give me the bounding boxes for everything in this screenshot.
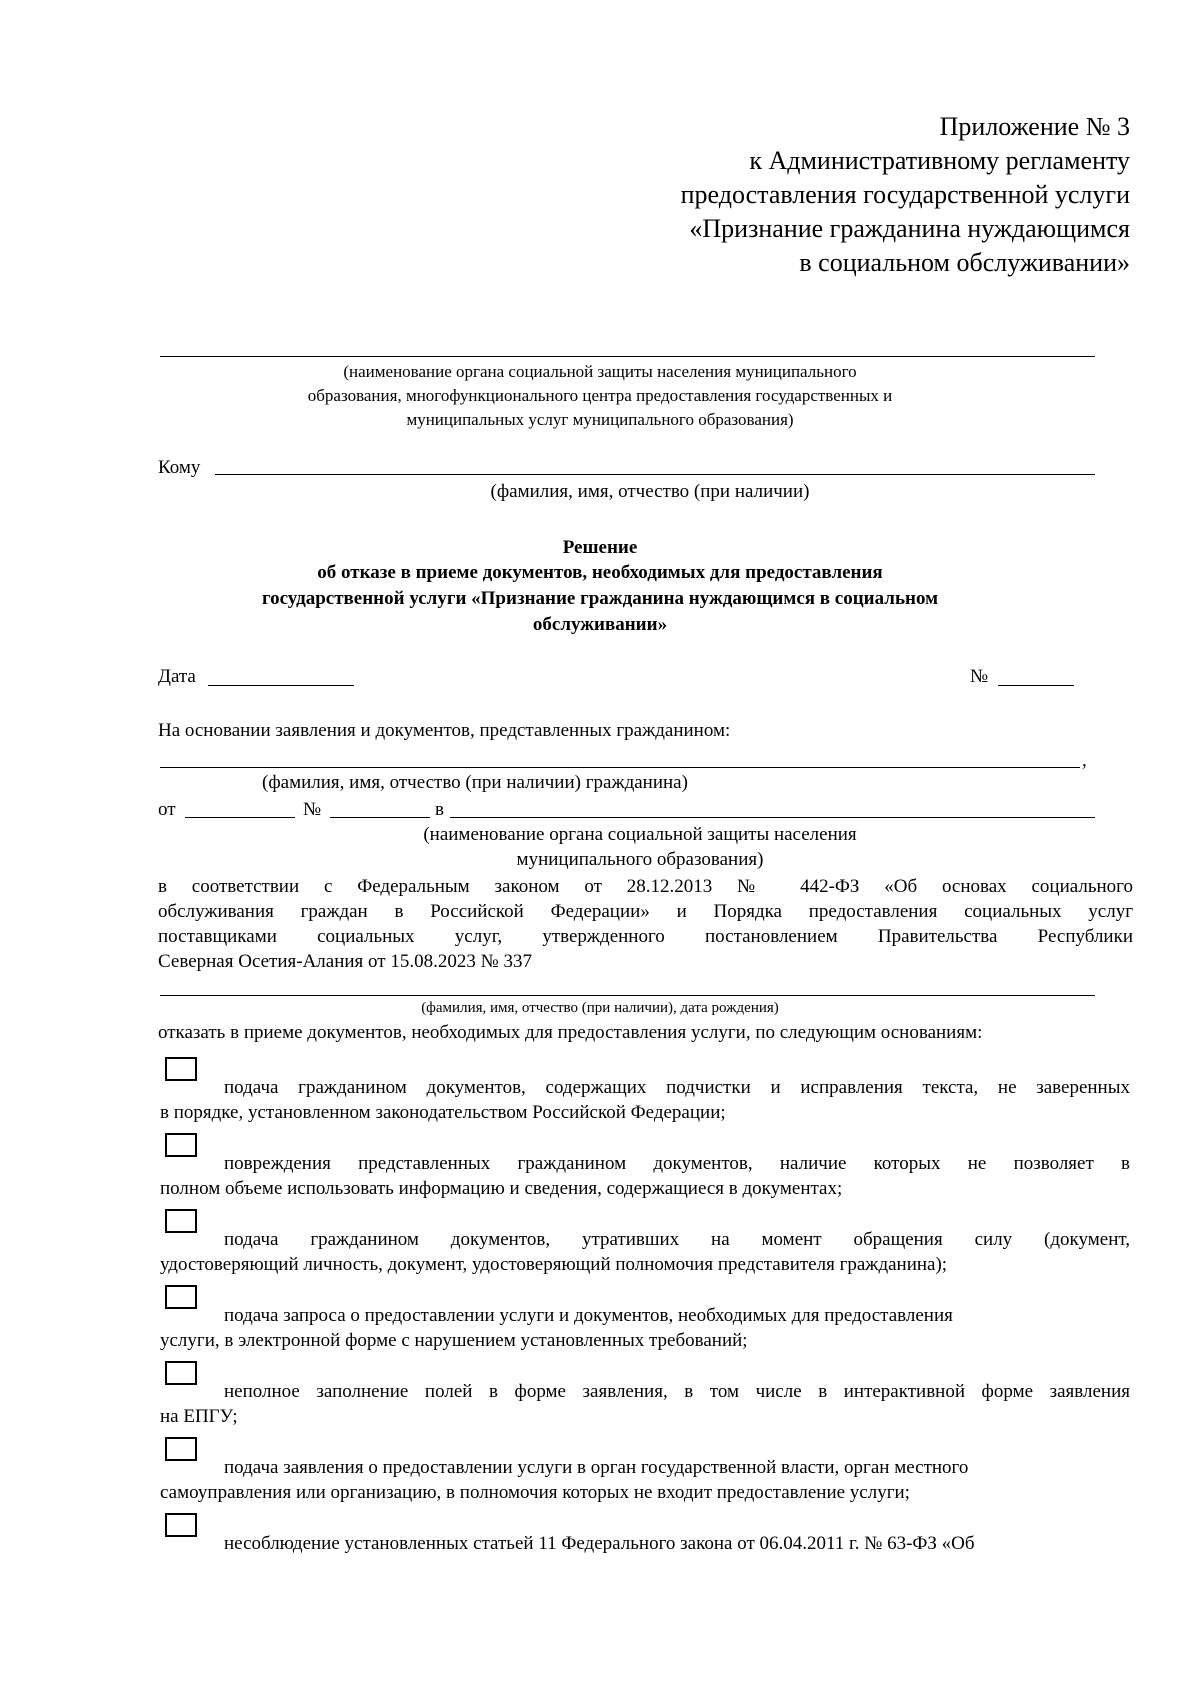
in-label: в — [435, 799, 444, 820]
recipient-caption: (фамилия, имя, отчество (при наличии) — [490, 481, 810, 502]
org-caption-3: муниципальных услуг муниципального образования) — [406, 410, 794, 429]
ground-5-line-1: неполное заполнение полей в форме заявления, в том числе в интерактивной форме заявления — [224, 1381, 1130, 1402]
ground-3-line-2: удостоверяющий личность, документ, удостоверяющий полномочия представителя гражданина); — [160, 1254, 948, 1275]
ground-3-line-1: подача гражданином документов, утративших на момент обращения силу (документ, — [224, 1229, 1130, 1250]
appendix-service-name-end: в социальном обслуживании» — [799, 248, 1130, 277]
agency-caption-1: (наименование органа социальной защиты населения — [423, 824, 857, 845]
ground-2-line-1: повреждения представленных гражданином документов, наличие которых не позволяет в — [224, 1153, 1130, 1174]
ground-item-4 — [160, 1303, 1130, 1353]
ground-7-line-1: несоблюдение установленных статьей 11 Федерального закона от 06.04.2011 г. № 63-ФЗ «Об — [224, 1533, 975, 1554]
app-number-field[interactable] — [330, 817, 430, 818]
law-text-4: Северная Осетия-Алания от 15.08.2023 № 337 — [158, 951, 532, 972]
ground-item-6 — [160, 1455, 1130, 1505]
appendix-reference: к Административному регламенту — [749, 146, 1130, 175]
law-text-2: обслуживания граждан в Российской Федерации» и Порядка предоставления социальных услуг — [158, 901, 1133, 922]
citizen-name-field[interactable] — [160, 767, 1080, 768]
document-subtitle-2: государственной услуги «Признание гражданина нуждающимся в социальном — [261, 588, 939, 609]
person-caption: (фамилия, имя, отчество (при наличии), дата рождения) — [421, 1000, 779, 1016]
agency-caption-2: муниципального образования) — [516, 849, 764, 870]
ground-item-5 — [160, 1379, 1130, 1429]
date-label: Дата — [158, 666, 196, 687]
appendix-service: предоставления государственной услуги — [680, 180, 1130, 209]
date-field[interactable] — [208, 685, 354, 686]
org-caption-1: (наименование органа социальной защиты населения муниципального — [343, 362, 857, 381]
document-subtitle-1: об отказе в приеме документов, необходимых для предоставления — [317, 562, 883, 583]
law-text-1: в соответствии с Федеральным законом от 28.12.2013 № 442-ФЗ «Об основах социального — [158, 876, 1133, 897]
app-number-label: № — [303, 799, 322, 820]
appendix-number: Приложение № 3 — [939, 112, 1130, 141]
number-label: № — [970, 666, 989, 687]
agency-field[interactable] — [450, 817, 1095, 818]
ground-4-line-1: подача запроса о предоставлении услуги и документов, необходимых для предоставления — [224, 1305, 953, 1326]
from-label: от — [158, 799, 176, 820]
ground-4-line-2: услуги, в электронной форме с нарушением установленных требований; — [160, 1330, 748, 1351]
ground-5-line-2: на ЕПГУ; — [160, 1406, 238, 1427]
refuse-text: отказать в приеме документов, необходимых для предоставления услуги, по следующим основаниям: — [158, 1022, 983, 1043]
appendix-service-name: «Признание гражданина нуждающимся — [689, 214, 1130, 243]
basis-intro: На основании заявления и документов, представленных гражданином: — [158, 720, 731, 741]
from-date-field[interactable] — [185, 817, 295, 818]
document-subtitle-3: обслуживании» — [532, 614, 668, 635]
ground-6-line-1: подача заявления о предоставлении услуги в орган государственной власти, орган местного — [224, 1457, 969, 1478]
ground-6-line-2: самоуправления или организацию, в полномочия которых не входит предоставление услуги; — [160, 1482, 910, 1503]
ground-item-1 — [160, 1075, 1130, 1125]
ground-1-line-1: подача гражданином документов, содержащих подчистки и исправления текста, не заверенных — [224, 1077, 1130, 1098]
ground-2-line-2: полном объеме использовать информацию и сведения, содержащиеся в документах; — [160, 1178, 843, 1199]
recipient-label: Кому — [158, 457, 201, 478]
ground-item-7 — [160, 1531, 1130, 1556]
ground-item-3 — [160, 1227, 1130, 1277]
person-field[interactable] — [160, 995, 1095, 996]
org-name-field[interactable] — [160, 356, 1095, 357]
recipient-name-field[interactable] — [215, 474, 1095, 475]
ground-1-line-2: в порядке, установленном законодательством Российской Федерации; — [160, 1102, 726, 1123]
trailing-comma: , — [1082, 750, 1087, 771]
document-title: Решение — [562, 537, 638, 558]
number-field[interactable] — [998, 685, 1074, 686]
org-caption-2: образования, многофункционального центра предоставления государственных и — [307, 386, 893, 405]
ground-item-2 — [160, 1151, 1130, 1201]
citizen-caption: (фамилия, имя, отчество (при наличии) гражданина) — [262, 772, 688, 793]
law-text-3: поставщиками социальных услуг, утвержденного постановлением Правительства Республики — [158, 926, 1133, 947]
